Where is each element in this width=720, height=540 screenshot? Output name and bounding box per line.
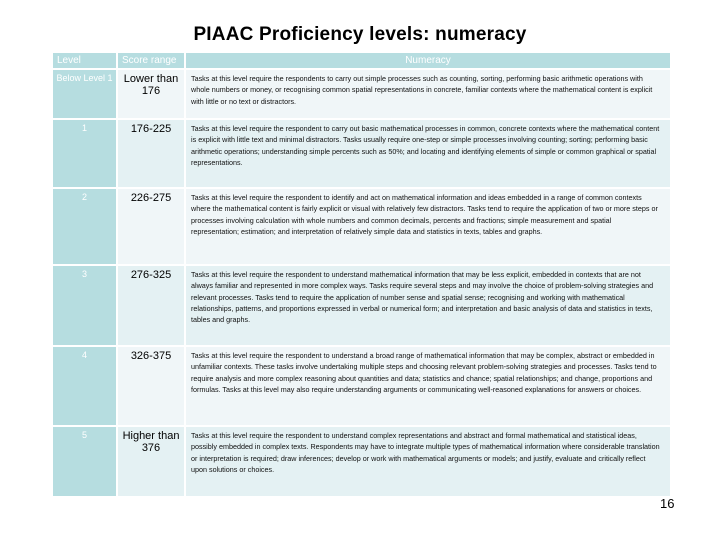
level-cell: 4 bbox=[53, 347, 118, 427]
score-cell: 176-225 bbox=[118, 120, 186, 189]
header-level: Level bbox=[53, 53, 118, 70]
table-row bbox=[53, 120, 670, 189]
description-cell: Tasks at this level require the respondent to understand mathematical information that may be less explicit, embedded in contexts that are not always familiar and represented in more complex ways. Tasks require several steps and may involve the choice of problem-solving strategies and relevant processes. Tasks tend to require the application of number sense and spatial sense; recognising and working with mathematical relationships, patterns, and proportions expressed in verbal or numerical form; and interpretation and basic analysis of data and statistics in texts, tables and graphs. bbox=[186, 266, 670, 347]
score-cell: Lower than 176 bbox=[118, 70, 186, 120]
table-row bbox=[53, 266, 670, 347]
level-cell: 1 bbox=[53, 120, 118, 189]
slide-title: PIAAC Proficiency levels: numeracy bbox=[193, 24, 527, 45]
description-cell: Tasks at this level require the respondents to carry out simple processes such as counting, sorting, performing basic arithmetic operations with whole numbers or money, or recognising common spatial representations in concrete, familiar contexts where the mathematical content is explicit with little or no text or distractors. bbox=[186, 70, 670, 120]
description-cell: Tasks at this level require the respondent to carry out basic mathematical processes in common, concrete contexts where the mathematical content is explicit with little text and minimal distractors. Tasks usually require one-step or simple processes involving counting; sorting; performing basic arithmetic operations; understanding simple percents such as 50%; and locating and identifying elements of simple or common graphical or spatial representations. bbox=[186, 120, 670, 189]
page-number: 16 bbox=[660, 496, 675, 511]
header-score-range: Score range bbox=[118, 53, 186, 70]
score-cell: 276-325 bbox=[118, 266, 186, 347]
table-row bbox=[53, 70, 670, 120]
score-cell: 226-275 bbox=[118, 189, 186, 266]
table-row bbox=[53, 427, 670, 498]
score-cell: 326-375 bbox=[118, 347, 186, 427]
level-cell: 5 bbox=[53, 427, 118, 498]
description-cell: Tasks at this level require the respondent to identify and act on mathematical information and ideas embedded in a range of common contexts where the mathematical content is fairly explicit or visual with relatively few distractors. Tasks tend to require the application of two or more steps or processes involving calculation with whole numbers and common decimals, percents and fractions; simple measurement and spatial representation; estimation; and interpretation of relatively simple data and statistics in texts, tables and graphs. bbox=[186, 189, 670, 266]
proficiency-table bbox=[53, 53, 670, 498]
table-header-row bbox=[53, 53, 670, 70]
level-cell: 3 bbox=[53, 266, 118, 347]
description-cell: Tasks at this level require the respondent to understand a broad range of mathematical information that may be complex, abstract or embedded in unfamiliar contexts. These tasks involve undertaking multiple steps and choosing relevant problem-solving strategies and processes. Tasks tend to require analysis and more complex reasoning about quantities and data; statistics and chance; spatial relationships; and change, proportions and formulas. Tasks at this level may also require understanding arguments or communicating well-reasoned explanations for answers or choices. bbox=[186, 347, 670, 427]
score-cell: Higher than 376 bbox=[118, 427, 186, 498]
description-cell: Tasks at this level require the respondent to understand complex representations and abstract and formal mathematical and statistical ideas, possibly embedded in complex texts. Respondents may have to integrate multiple types of mathematical information where considerable translation or interpretation is required; draw inferences; develop or work with mathematical arguments or models; and justify, evaluate and critically reflect upon solutions or choices. bbox=[186, 427, 670, 498]
table-row bbox=[53, 189, 670, 266]
table-row bbox=[53, 347, 670, 427]
level-cell: Below Level 1 bbox=[53, 70, 118, 120]
header-numeracy: Numeracy bbox=[186, 53, 670, 70]
level-cell: 2 bbox=[53, 189, 118, 266]
